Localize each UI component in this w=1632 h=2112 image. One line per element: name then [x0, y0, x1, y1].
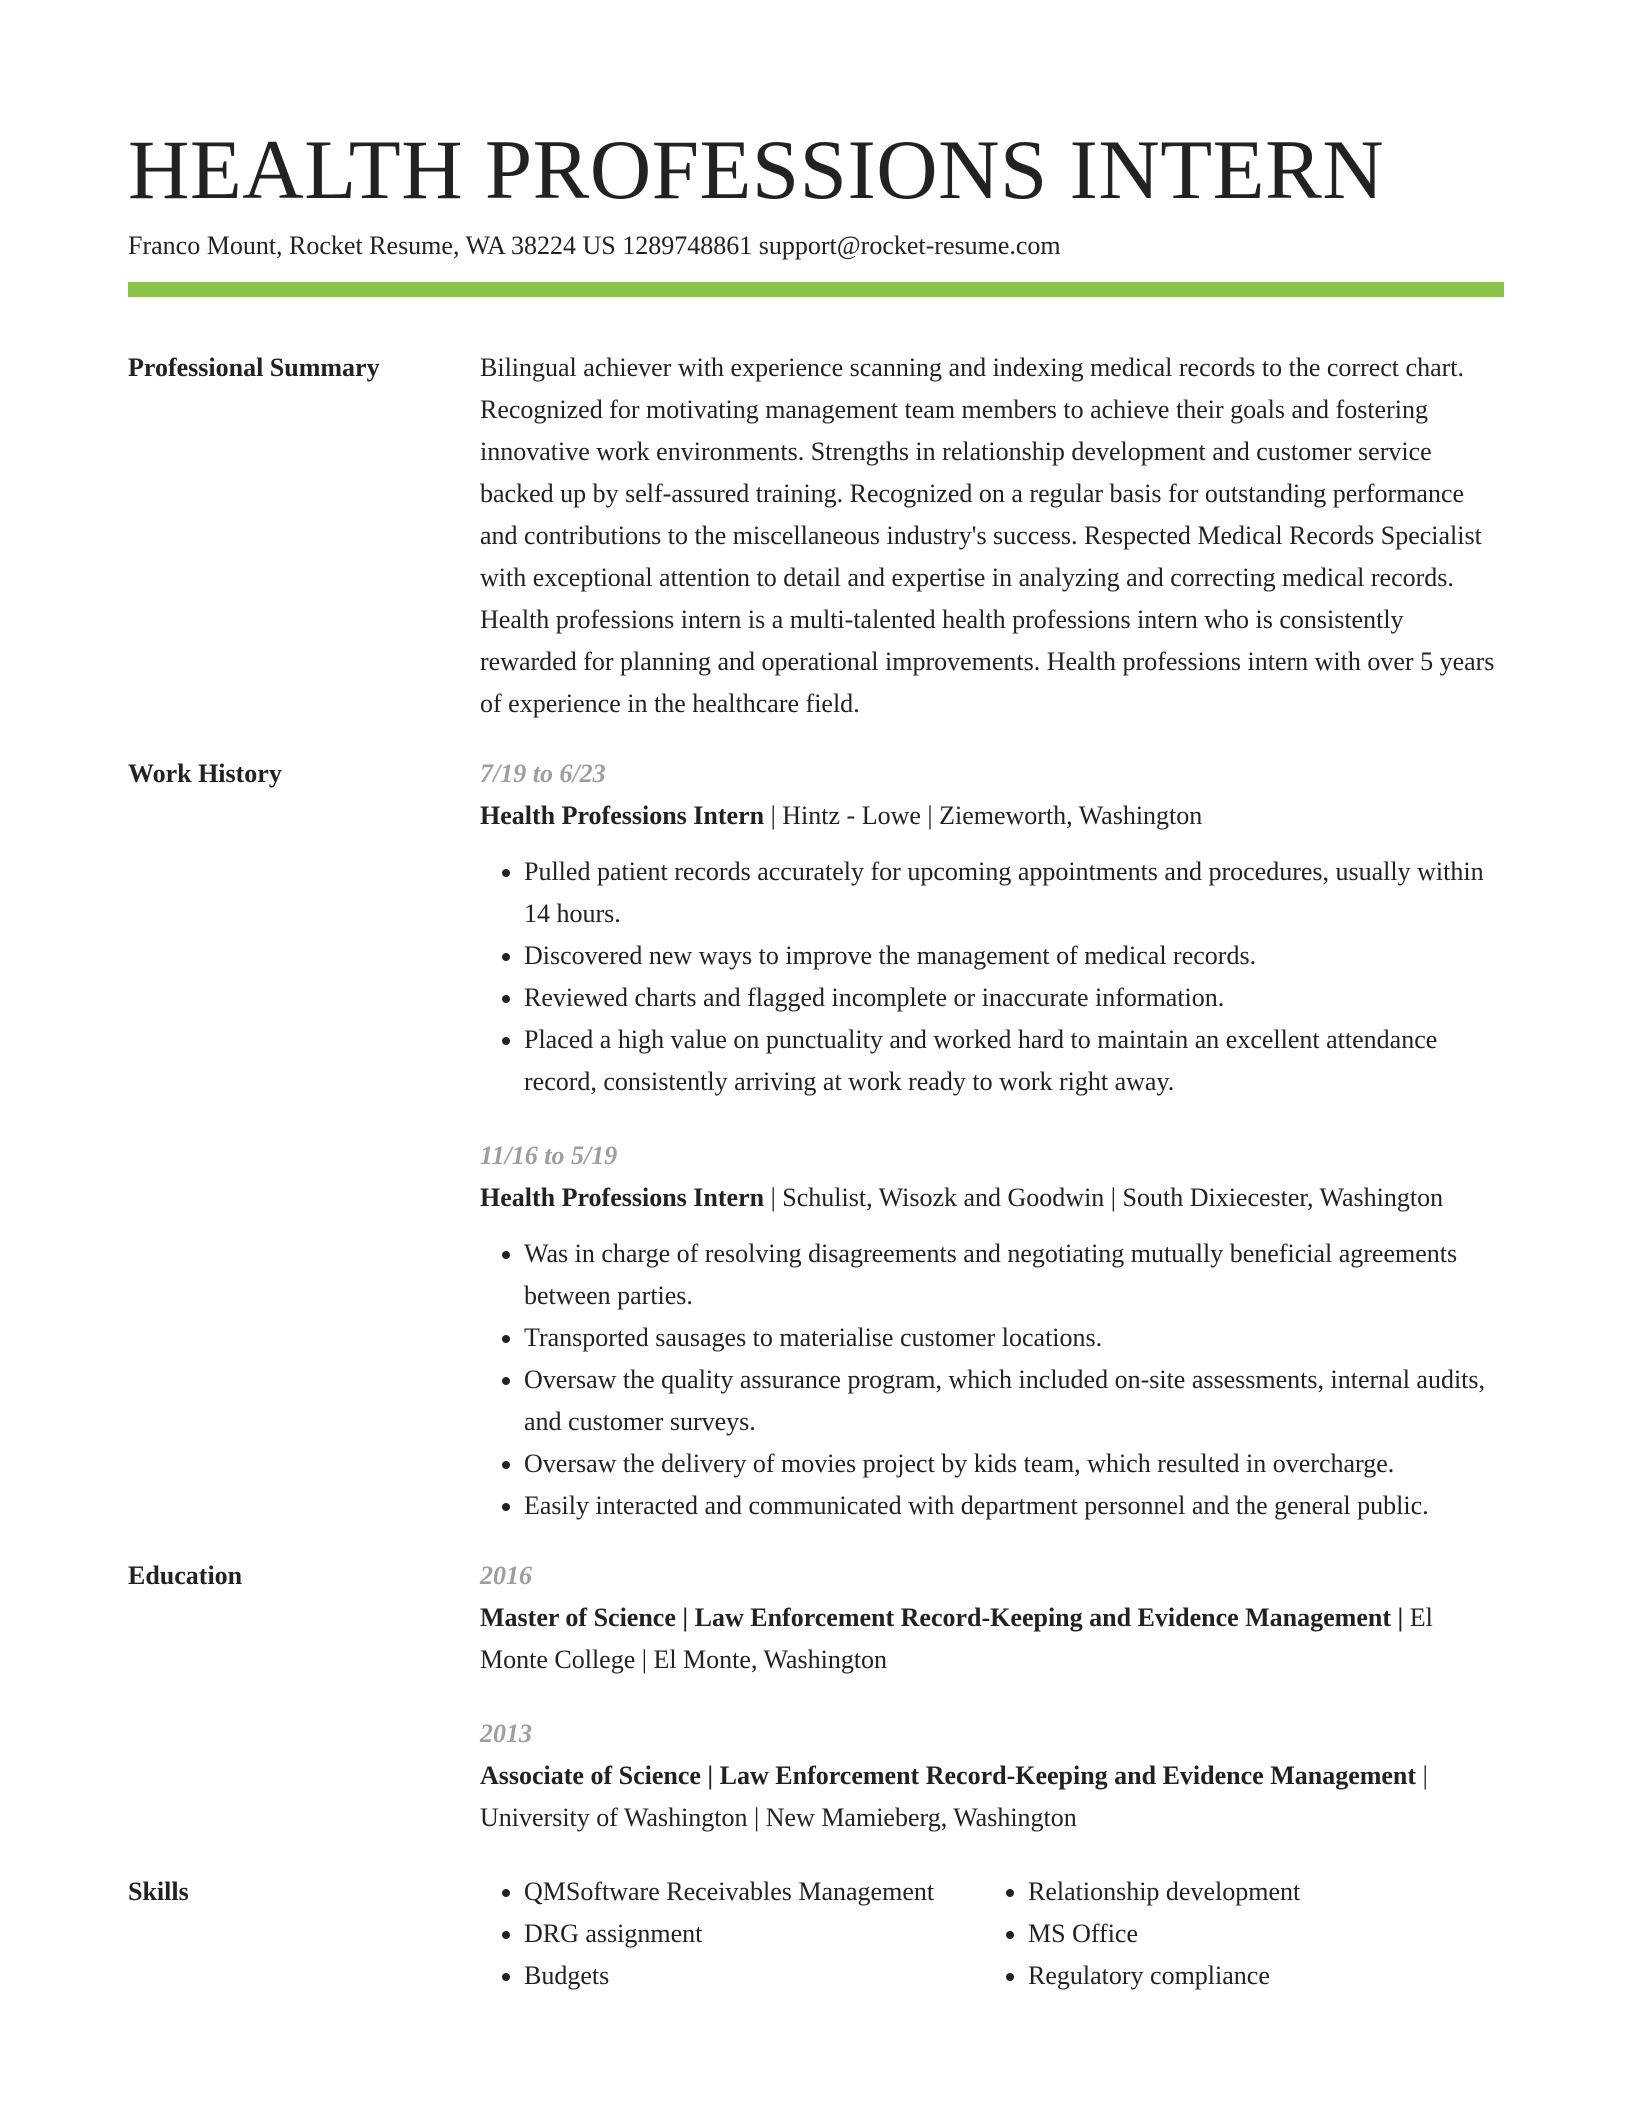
- list-item: • QMSoftware Receivables Management: [524, 1871, 984, 1913]
- summary-section: [128, 347, 1504, 725]
- list-item: • Was in charge of resolving disagreements and negotiating mutually beneficial agreements between parties.: [524, 1233, 1504, 1317]
- education-year: 2013: [480, 1719, 532, 1748]
- list-item: • Discovered new ways to improve the management of medical records.: [524, 935, 1504, 977]
- list-item: • Reviewed charts and flagged incomplete or inaccurate information.: [524, 977, 1504, 1019]
- summary-text: Bilingual achiever with experience scanning and indexing medical records to the correct chart. Recognized for motivating management team members to achieve their goals and fostering innovative work environments. Strengths in relationship development and customer service backed up by self-assured training. Recognized on a regular basis for outstanding performance and contributions to the miscellaneous industry's success. Respected Medical Records Specialist with exceptional attention to detail and expertise in analyzing and correcting medical records. Health professions intern is a multi-talented health professions intern who is consistently rewarded for planning and operational improvements. Health professions intern with over 5 years of experience in the healthcare field.: [480, 353, 1495, 718]
- job-heading: [480, 795, 1504, 837]
- education-details: | University of Washington | New Mamieberg, Washington: [480, 1761, 1428, 1832]
- education-heading-line: [480, 1597, 1504, 1681]
- skills-column-2: [984, 1871, 1488, 1997]
- contact-email: support@rocket-resume.com: [758, 231, 1061, 260]
- list-item: • DRG assignment: [524, 1913, 984, 1955]
- education-heading: Education: [128, 1561, 243, 1590]
- skills-section: [128, 1871, 1504, 1997]
- job-entry: [480, 753, 1504, 1103]
- skills-column-1: [480, 1871, 984, 1997]
- list-item: • Oversaw the delivery of movies project by kids team, which resulted in overcharge.: [524, 1443, 1504, 1485]
- list-item: • Budgets: [524, 1955, 984, 1997]
- contact-phone: 1289748861: [622, 231, 753, 260]
- education-details: El Monte College | El Monte, Washington: [480, 1603, 1433, 1674]
- list-item: • Easily interacted and communicated with department personnel and the general public.: [524, 1485, 1504, 1527]
- education-entry: [480, 1713, 1504, 1839]
- list-item: • Placed a high value on punctuality and worked hard to maintain an excellent attendance record, consistently arriving at work ready to work right away.: [524, 1019, 1504, 1103]
- contact-line: [128, 230, 1504, 262]
- job-dates: 11/16 to 5/19: [480, 1141, 618, 1170]
- summary-heading: Professional Summary: [128, 353, 380, 382]
- list-item: • MS Office: [1028, 1913, 1488, 1955]
- job-details: | Schulist, Wisozk and Goodwin | South Dixiecester, Washington: [764, 1183, 1444, 1212]
- job-details: | Hintz - Lowe | Ziemeworth, Washington: [764, 801, 1203, 830]
- resume-title: HEALTH PROFESSIONS INTERN: [128, 123, 1385, 217]
- job-bullets: [480, 851, 1504, 1103]
- list-item: • Pulled patient records accurately for upcoming appointments and procedures, usually within 14 hours.: [524, 851, 1504, 935]
- list-item: • Oversaw the quality assurance program, which included on-site assessments, internal audits, and customer surveys.: [524, 1359, 1504, 1443]
- work-history-section: [128, 753, 1504, 1527]
- job-dates: 7/19 to 6/23: [480, 759, 606, 788]
- list-item: • Regulatory compliance: [1028, 1955, 1488, 1997]
- education-entry: [480, 1555, 1504, 1681]
- education-year: 2016: [480, 1561, 532, 1590]
- job-bullets: [480, 1233, 1504, 1527]
- resume-page: [128, 124, 1504, 1997]
- list-item: • Transported sausages to materialise customer locations.: [524, 1317, 1504, 1359]
- job-title: Health Professions Intern: [480, 1183, 765, 1212]
- accent-divider: [128, 282, 1504, 297]
- degree-title: Associate of Science | Law Enforcement Record-Keeping and Evidence Management: [480, 1761, 1417, 1790]
- work-history-heading: Work History: [128, 759, 282, 788]
- list-item: • Relationship development: [1028, 1871, 1488, 1913]
- education-heading-line: [480, 1755, 1504, 1839]
- job-heading: [480, 1177, 1504, 1219]
- job-title: Health Professions Intern: [480, 801, 765, 830]
- education-section: [128, 1555, 1504, 1839]
- degree-title: Master of Science | Law Enforcement Record-Keeping and Evidence Management |: [480, 1603, 1404, 1632]
- skills-heading: Skills: [128, 1877, 189, 1906]
- contact-address: Franco Mount, Rocket Resume, WA 38224 US: [128, 231, 616, 260]
- job-entry: [480, 1135, 1504, 1527]
